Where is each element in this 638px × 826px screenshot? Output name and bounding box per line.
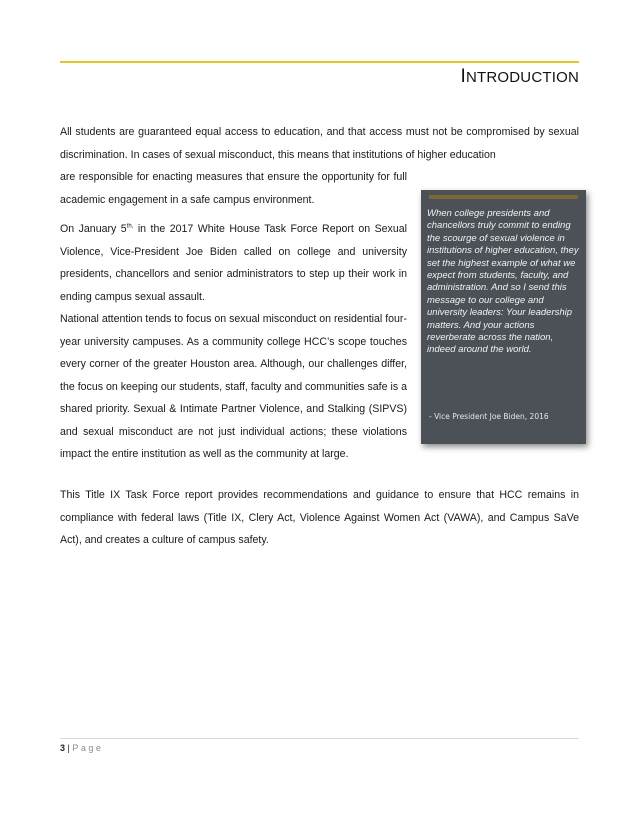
heading-rest: NTRODUCTION: [465, 69, 579, 86]
intro-paragraph-1-continued: are responsible for enacting measures that ensure the opportunity for full academic engagement in a safe campus environment.: [60, 171, 407, 206]
top-accent-rule: [60, 61, 579, 63]
intro-paragraph-4: This Title IX Task Force report provides recommendations and guidance to ensure that HCC remains in compliance with federal laws (Title IX, Clery Act, Violence Against Women Act (VAWA), and Campus SaVe Act), and creates a culture of campus safety.: [60, 489, 579, 546]
intro-paragraph-2: [60, 218, 407, 308]
quote-sidebar: [421, 190, 586, 444]
page-heading: [460, 66, 579, 88]
intro-paragraph-3: National attention tends to focus on sexual misconduct on residential four-year university campuses. As a community college HCC’s scope touches every corner of the greater Houston area. Although, our challenges differ, the focus on keeping our students, staff, faculty and communities safe is a shared priority. Sexual & Intimate Partner Violence, and Stalking (SIPVS) and sexual misconduct are not just individual actions; these violations impact the entire institution as well as the community at large.: [60, 313, 407, 460]
page-footer: [60, 743, 103, 753]
page-number: 3: [60, 743, 66, 753]
page-word: Page: [72, 743, 104, 753]
sidebar-attribution: - Vice President Joe Biden, 2016: [429, 412, 549, 421]
intro-paragraph-1: All students are guaranteed equal access to education, and that access must not be compromised by sexual discrimination. In cases of sexual misconduct, this means that institutions of higher education: [60, 126, 579, 161]
footer-rule: [60, 738, 579, 739]
footer-separator: |: [67, 743, 70, 753]
p2-body: in the 2017 White House Task Force Report on Sexual Violence, Vice-President Joe Biden called on college and university presidents, chancellors and senior administrators to step up their work in ending campus sexual assault.: [60, 223, 407, 303]
sidebar-quote: When college presidents and chancellors truly commit to ending the scourge of sexual violence in institutions of higher education, they set the highest example of what we expect from students, faculty, and administration. And so I send this message to our college and university leaders: Your leadership matters. And your actions reverberate across the nation, indeed around the world.: [427, 208, 579, 356]
heading-initial: I: [460, 66, 466, 87]
sidebar-accent-bar: [429, 195, 578, 199]
p2-lead: On January 5: [60, 223, 127, 235]
p2-superscript: th,: [126, 223, 134, 230]
